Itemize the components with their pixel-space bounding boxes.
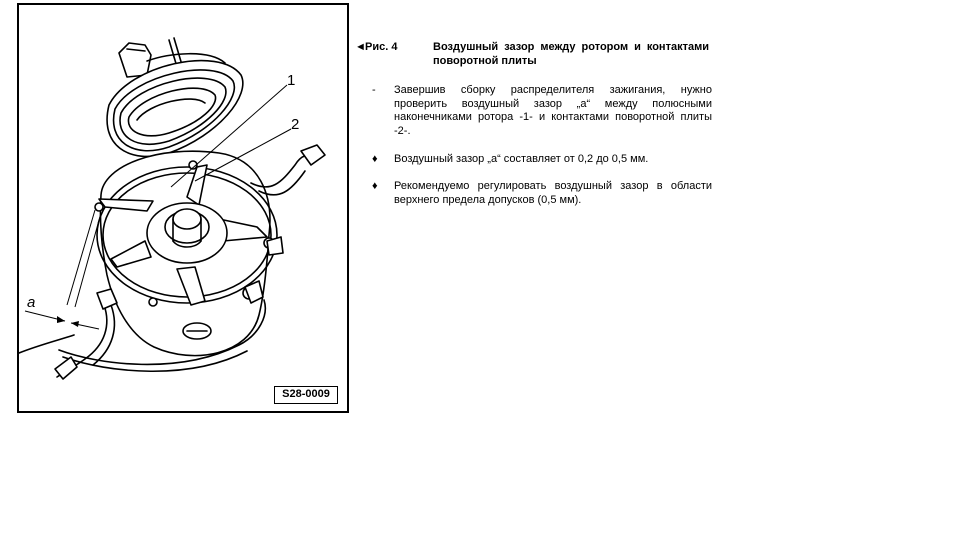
figure-caption: [355, 40, 715, 68]
figure-code-label: S28-0009: [274, 386, 338, 404]
instruction-item-1: [372, 84, 712, 138]
caption-arrow-icon: ◄: [355, 41, 366, 53]
instruction-text: Рекомендуемо регулировать воздушный зазор в области верхнего предела допусков (0,5 мм).: [394, 180, 712, 206]
instruction-text: Завершив сборку распределителя зажигания, нужно проверить воздушный зазор „a“ между полюсными наконечниками ротора -1- и контактами поворотной плиты -2-.: [394, 84, 712, 137]
distributor-illustration: [19, 5, 349, 413]
caption-figure-number: Рис. 4: [365, 41, 398, 53]
diamond-bullet-icon: ♦: [372, 180, 378, 192]
callout-a: a: [27, 294, 36, 311]
caption-title: Воздушный зазор между ротором и контактами поворотной плиты: [433, 41, 709, 67]
callout-1: 1: [287, 72, 296, 89]
callout-2: 2: [291, 116, 300, 133]
instruction-item-3: [372, 180, 712, 207]
dash-marker: -: [372, 84, 376, 96]
instruction-item-2: [372, 153, 712, 167]
figure-frame: [17, 3, 349, 413]
instruction-text: Воздушный зазор „a“ составляет от 0,2 до 0,5 мм.: [394, 153, 649, 165]
diamond-bullet-icon: ♦: [372, 153, 378, 165]
